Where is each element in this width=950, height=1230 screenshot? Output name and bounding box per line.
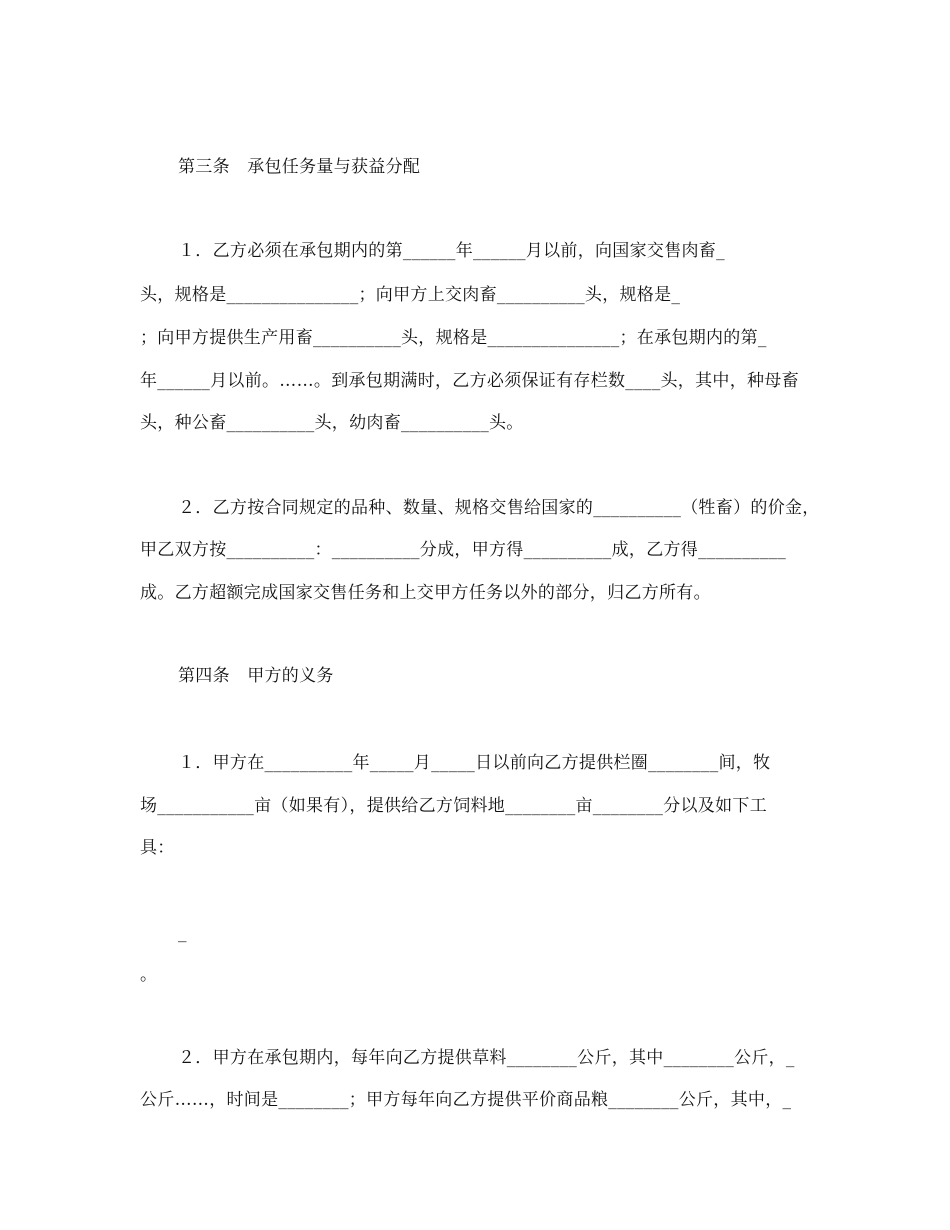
clause-line: ２．甲方在承包期内，每年向乙方提供草料________公斤，其中________公斤，_ (178, 1048, 795, 1068)
clause-line: 成。乙方超额完成国家交售任务和上交甲方任务以外的部分，归乙方所有。 (140, 583, 711, 603)
clause-line: 甲乙双方按__________：__________分成，甲方得__________成，乙方得__________ (140, 540, 787, 560)
clause-line: 。 (140, 965, 158, 985)
clause-line: 具： (140, 838, 175, 858)
clause-line: ２．乙方按合同规定的品种、数量、规格交售给国家的__________（牲畜）的价金， (178, 498, 820, 518)
clause-line: 头，规格是_______________；向甲方上交肉畜__________头，规格是_ (140, 285, 681, 305)
clause-line: ；向甲方提供生产用畜__________头，规格是_______________；在承包期内的第_ (140, 328, 767, 348)
clause-line: 年______月以前。……。到承包期满时，乙方必须保证有存栏数____头，其中，种母畜 (140, 371, 799, 391)
clause-line: _ (178, 923, 187, 943)
clause-line: 场___________亩（如果有），提供给乙方饲料地________亩________分以及如下工 (140, 796, 767, 816)
clause-line: 头，种公畜__________头，幼肉畜__________头。 (140, 413, 524, 433)
clause-line: １．乙方必须在承包期内的第______年______月以前，向国家交售肉畜_ (178, 241, 725, 261)
clause-line: 公斤……，时间是________；甲方每年向乙方提供平价商品粮________公斤，其中，_ (140, 1090, 792, 1110)
section-heading-article-3: 第三条 承包任务量与获益分配 (178, 157, 421, 177)
section-heading-article-4: 第四条 甲方的义务 (178, 666, 334, 686)
clause-line: １．甲方在__________年_____月_____日以前向乙方提供栏圈________间，牧 (178, 753, 771, 773)
